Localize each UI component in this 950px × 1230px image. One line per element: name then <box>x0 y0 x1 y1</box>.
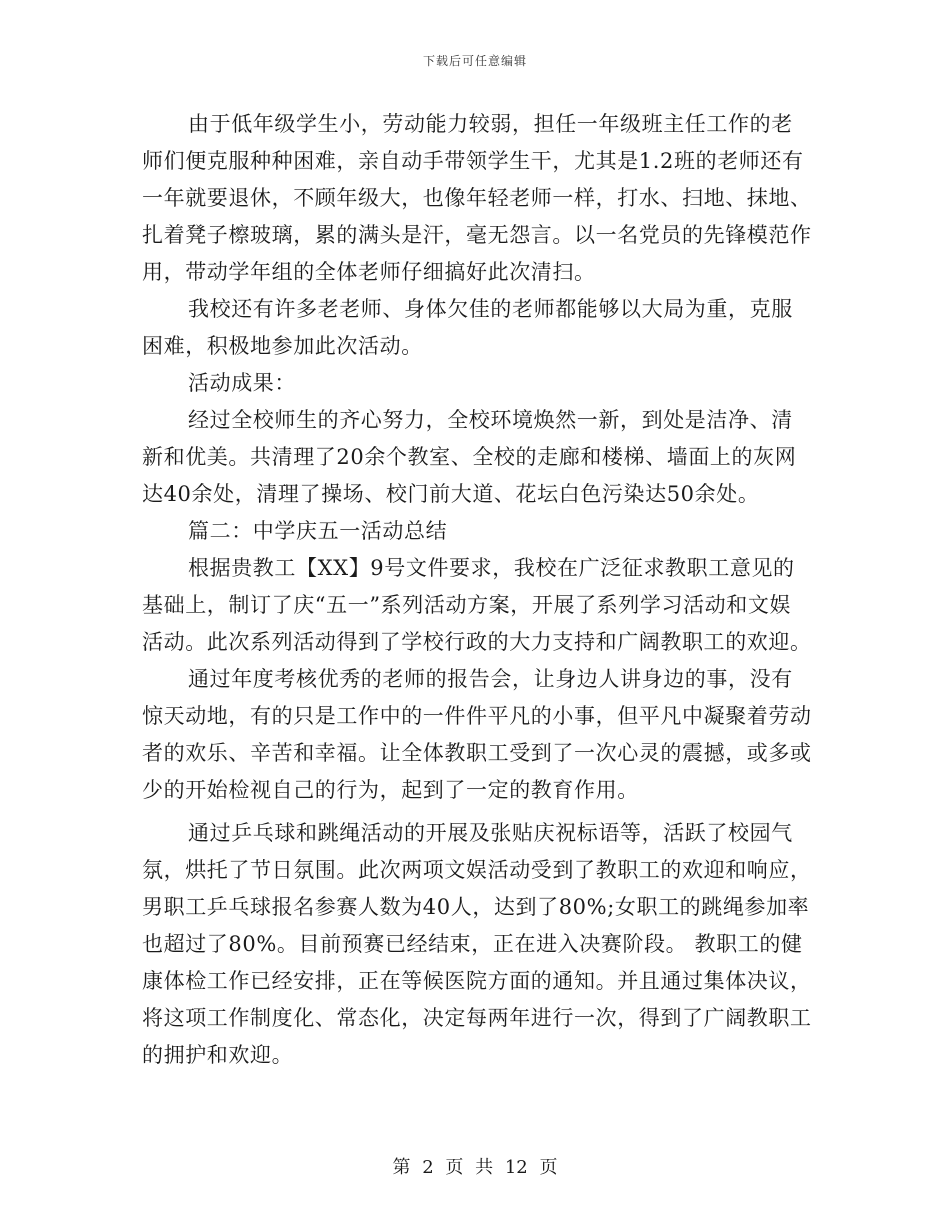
page-number: 第 2 页 共 12 页 <box>392 1157 558 1178</box>
paragraph-sports-activities: 通过乒乓球和跳绳活动的开展及张贴庆祝标语等，活跃了校园气氛，烘托了节日氛围。此次两项文娱活动受到了教职工的欢迎和响应，男职工乒乓球报名参赛人数为40人，达到了80%;女职工的跳绳参加率也超过了80%。目前预赛已经结束，正在进入决赛阶段。 教职工的健康体检工作已经安排，正在等候医院方面的通知。并且通过集体决议，将这项工作制度化、常态化，决定每两年进行一次，得到了广阔教职工的拥护和欢迎。 <box>142 821 812 1067</box>
paragraph-report-meeting: 通过年度考核优秀的老师的报告会，让身边人讲身边的事，没有惊天动地，有的只是工作中的一件件平凡的小事，但平凡中凝聚着劳动者的欢乐、辛苦和幸福。让全体教职工受到了一次心灵的震撼，或多或少的开始检视自己的行为，起到了一定的教育作用。 <box>142 667 812 802</box>
paragraph-results: 经过全校师生的齐心努力，全校环境焕然一新，到处是洁净、清新和优美。共清理了20余个教室、全校的走廊和楼梯、墙面上的灰网达40余处，清理了操场、校门前大道、花坛白色污染达50余处。 <box>142 408 797 506</box>
section-title-part-two: 篇二：中学庆五一活动总结 <box>188 519 448 543</box>
document-body <box>142 106 812 1074</box>
paragraph-teachers-participation: 我校还有许多老老师、身体欠佳的老师都能够以大局为重，克服困难，积极地参加此次活动。 <box>142 297 793 358</box>
paragraph-results-heading: 活动成果： <box>188 371 296 395</box>
paragraph-cleaning-effort: 由于低年级学生小，劳动能力较弱，担任一年级班主任工作的老师们便克服种种困难，亲自动手带领学生干，尤其是1.2班的老师还有一年就要退休，不顾年级大，也像年轻老师一样，打水、扫地、抹地、扎着凳子檫玻璃，累的满头是汗，毫无怨言。以一名党员的先锋模范作用，带动学年组的全体老师仔细搞好此次清扫。 <box>142 112 812 284</box>
page-header-note: 下载后可任意编辑 <box>422 54 527 68</box>
paragraph-plan: 根据贵教工【XX】9号文件要求，我校在广泛征求教职工意见的基础上，制订了庆“五一”系列活动方案，开展了系列学习活动和文娱活动。此次系列活动得到了学校行政的大力支持和广阔教职工的欢迎。 <box>142 556 812 654</box>
